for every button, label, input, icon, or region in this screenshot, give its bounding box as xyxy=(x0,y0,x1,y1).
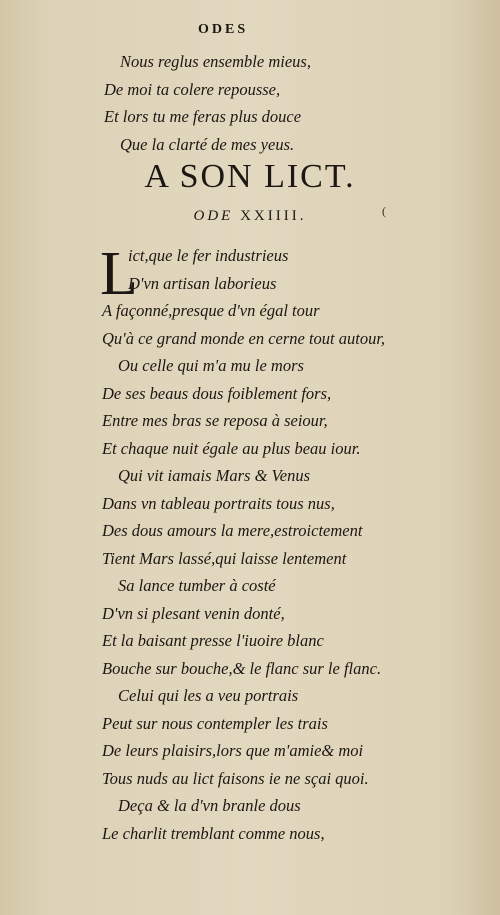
verse-line: Peut sur nous contempler les trais xyxy=(102,713,328,733)
ode-heading xyxy=(0,204,500,225)
verse-line: Que la clarté de mes yeus. xyxy=(120,134,295,154)
ode-label: ODE xyxy=(193,208,234,224)
page-header xyxy=(0,22,500,44)
verse-line: Des dous amours la mere,estroictement xyxy=(102,521,363,540)
verse-line: Et lors tu me feras plus douce xyxy=(104,107,302,126)
verse-line: Et la baisant presse l'iuoire blanc xyxy=(102,631,324,650)
poem-body xyxy=(102,242,482,847)
verse-line: Entre mes bras se reposa à seiour, xyxy=(102,411,328,430)
verse-line: ict,que le fer industrieus xyxy=(128,246,289,265)
verse-line: Et chaque nuit égale au plus beau iour. xyxy=(102,438,361,458)
verse-line: De leurs plaisirs,lors que m'amie& moi xyxy=(102,741,364,760)
verse-line: D'vn si plesant venin donté, xyxy=(102,603,285,623)
verse-line: De ses beaus dous foiblement fors, xyxy=(102,383,332,403)
verse-line: Tient Mars lassé,qui laisse lentement xyxy=(102,548,347,568)
ode-number: XXIIII. xyxy=(240,208,307,224)
verse-line: Bouche sur bouche,& le flanc sur le flanc. xyxy=(102,658,382,678)
drop-cap: L xyxy=(100,240,138,308)
verse-line: D'vn artisan laborieus xyxy=(128,273,277,293)
verse-line: Sa lance tumber à costé xyxy=(118,576,276,595)
verse-line: Celui qui les a veu portrais xyxy=(118,686,299,705)
verse-line: Qui vit iamais Mars & Venus xyxy=(118,466,311,485)
verse-line: Dans vn tableau portraits tous nus, xyxy=(102,493,335,513)
verse-line: Nous reglus ensemble mieus, xyxy=(120,52,311,71)
poem-title: A SON LICT. xyxy=(144,158,356,195)
verse-line: Deça & la d'vn branle dous xyxy=(118,796,301,815)
verse-line: Tous nuds au lict faisons ie ne sçai quoi. xyxy=(102,768,369,788)
running-head: ODES xyxy=(198,22,249,37)
verse-line: De moi ta colere repousse, xyxy=(104,79,281,99)
previous-ode-stanza xyxy=(104,48,474,158)
ode-mark: ( xyxy=(382,204,389,218)
verse-line: Le charlit tremblant comme nous, xyxy=(102,823,325,843)
verse-line: A façonné,presque d'vn égal tour xyxy=(102,301,320,320)
verse-line: Ou celle qui m'a mu le mors xyxy=(118,356,304,375)
verse-line: Qu'à ce grand monde en cerne tout autour, xyxy=(102,328,386,348)
